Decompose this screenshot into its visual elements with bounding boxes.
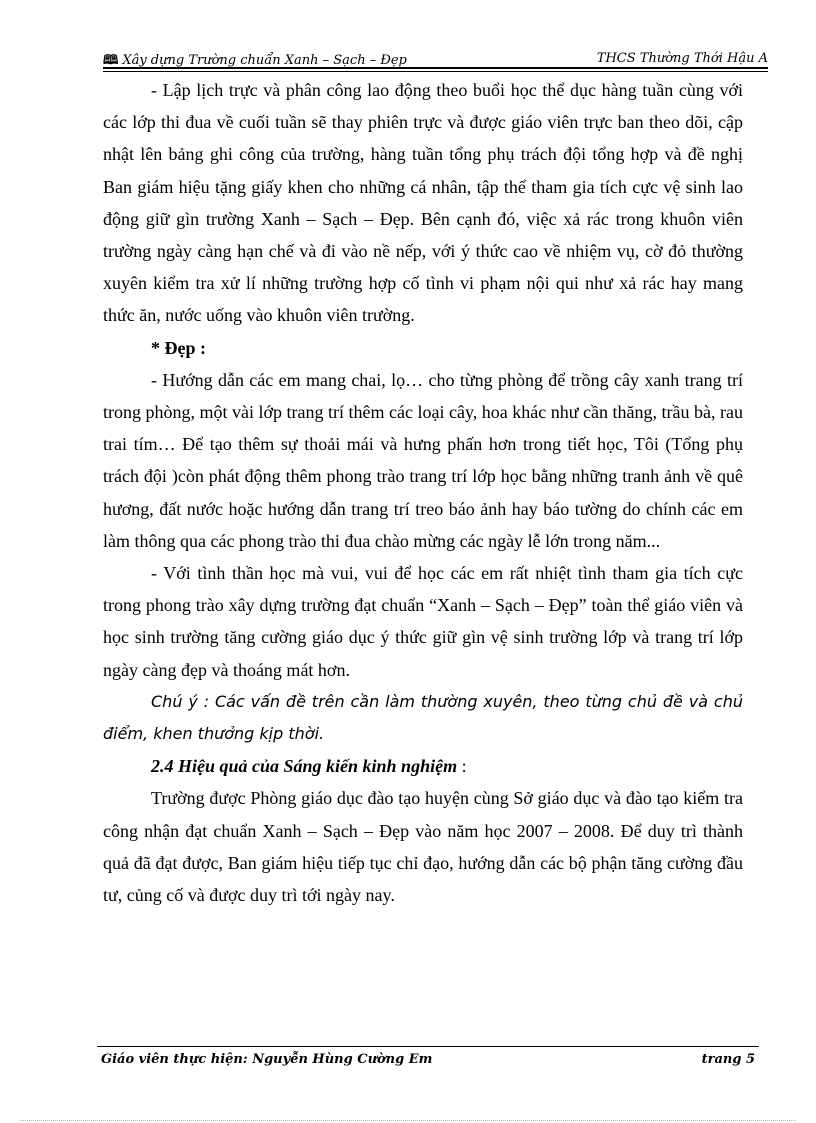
header-rule-thick (103, 67, 768, 69)
header-title: Xây dựng Trường chuẩn Xanh – Sạch – Đẹp (122, 53, 407, 68)
page-number: trang 5 (701, 1052, 755, 1067)
page-header (103, 48, 768, 70)
note-paragraph: Chú ý : Các vấn đề trên cần làm thường xuyên, theo từng chủ đề và chủ điểm, khen thưởng kịp thời. (103, 691, 743, 744)
header-school: THCS Thường Thới Hậu A (596, 51, 768, 66)
header-rule-thin (103, 71, 768, 72)
section-heading-24 (103, 750, 743, 782)
footer-rule (97, 1046, 759, 1047)
page-footer (97, 1046, 759, 1076)
paragraph-results: Trường được Phòng giáo dục đào tạo huyện cùng Sở giáo dục và đào tạo kiểm tra công nhận đạt chuẩn Xanh – Sạch – Đẹp vào năm học 2007 – 2008. Để duy trì thành quả đã đạt được, Ban giám hiệu tiếp tục chỉ đạo, hướng dẫn các bộ phận tăng cường đầu tư, củng cố và được duy trì tới ngày nay. (103, 788, 743, 906)
heading-24-suffix: : (457, 756, 467, 777)
header-left (103, 51, 407, 73)
paragraph-decoration: - Hướng dẫn các em mang chai, lọ… cho từng phòng để trồng cây xanh trang trí trong phòng, một vài lớp trang trí thêm các loại cây, hoa khác như cần thăng, trầu bà, rau trai tím… Để tạo thêm sự thoải mái và hưng phấn hơn trong tiết học, Tôi (Tổng phụ trách đội )còn phát động thêm phong trào trang trí lớp học bằng những tranh ảnh về quê hương, đất nước hoặc hướng dẫn trang trí treo báo ảnh hay báo tường do chính các em làm thông qua các phong trào thi đua chào mừng các ngày lễ lớn trong năm... (103, 369, 743, 551)
page-content (103, 74, 743, 911)
paragraph-duty-schedule: - Lập lịch trực và phân công lao động theo buổi học thể dục hàng tuần cùng với các lớp thi đua về cuối tuần sẽ thay phiên trực và được giáo viên trực ban theo dõi, cập nhật lên bảng ghi công của trường, hàng tuần tổng phụ trách đội tổng hợp và đề nghị Ban giám hiệu tặng giấy khen cho những cá nhân, tập thể tham gia tích cực vệ sinh lao động giữ gìn trường Xanh – Sạch – Đẹp. Bên cạnh đó, việc xả rác trong khuôn viên trường ngày càng hạn chế và đi vào nề nếp, với ý thức cao về nhiệm vụ, cờ đỏ thường xuyên kiểm tra xử lí những trường hợp cố tình vi phạm nội qui như xả rác hay mang thức ăn, nước uống vào khuôn viên trường. (103, 80, 743, 326)
footer-author: Giáo viên thực hiện: Nguyễn Hùng Cường Em (101, 1052, 433, 1067)
section-heading-dep: * Đẹp : (151, 337, 206, 358)
heading-24-text: 2.4 Hiệu quả của Sáng kiến kinh nghiệm (151, 756, 458, 777)
paragraph-spirit: - Với tình thần học mà vui, vui để học các em rất nhiệt tình tham gia tích cực trong phong trào xây dựng trường đạt chuẩn “Xanh – Sạch – Đẹp” toàn thể giáo viên và học sinh trường tăng cường giáo dục ý thức giữ gìn vệ sinh trường lớp và trang trí lớp ngày càng đẹp và thoáng mát hơn. (103, 563, 743, 680)
page-bottom-border (20, 1120, 796, 1121)
book-icon: 🕮 (103, 53, 119, 68)
